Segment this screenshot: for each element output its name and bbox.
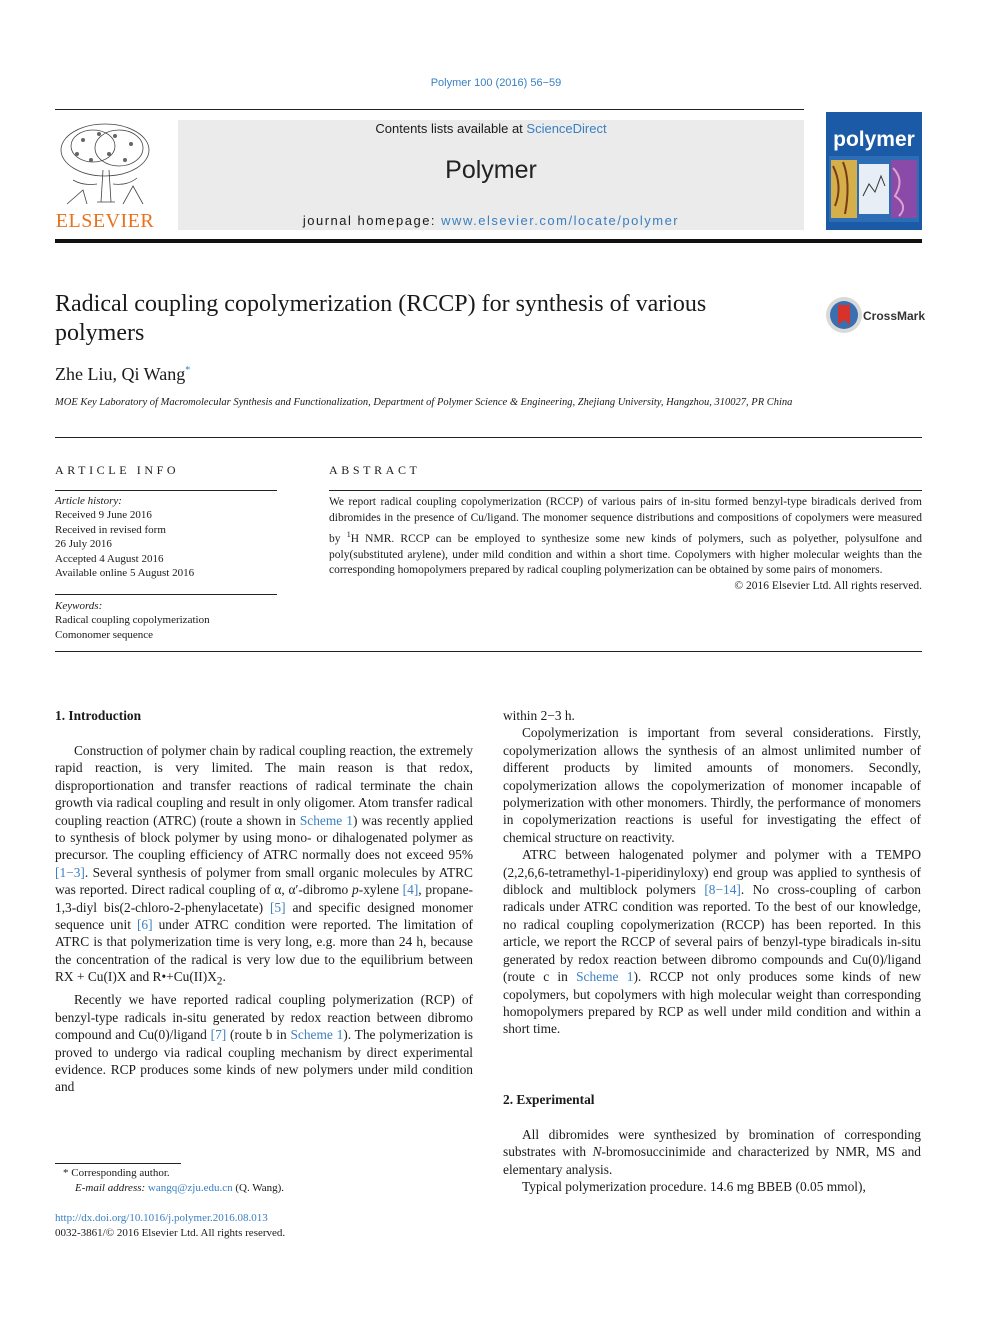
scheme-1-link[interactable]: Scheme 1 (299, 812, 353, 828)
article-history (55, 494, 277, 580)
text: . (222, 969, 226, 985)
header-top-rule (55, 109, 804, 110)
corresponding-author-footnote (55, 1166, 473, 1197)
history-item: Accepted 4 August 2016 (55, 552, 164, 565)
text: ATRC between halogenated polymer and polymer with a TEMPO (2,2,6,6-tetramethyl-1-piperidinyloxy) end group was applied to synthesis of diblock and multiblock polymers (503, 847, 921, 898)
text: under ATRC condition were reported. The limitation of ATRC is that polymerization time is very long, e.g. more than 24 h, because the concentration of the radical is very low due to the equilibrium between RX + Cu(I)X and R•+Cu(II)X (55, 917, 473, 985)
paragraph: Copolymerization is important from several considerations. Firstly, copolymerization allows the synthesis of an almost unlimited number of different products by limited amounts of monomers. Secondly, copolymerization allows the copolymerization of monomer incapable of polymerization with other monomers. Thirdly, the performance of monomers in copolymerization reactions is useful for investigating the effect of chemical structure on reactivity. (503, 725, 921, 845)
text: , propane-1,3-diyl bis(2-chloro-2-phenylacetate) (55, 882, 474, 915)
author-email-link[interactable]: wangq@zju.edu.cn (147, 1182, 233, 1195)
abstract-rule (329, 490, 922, 491)
header-thick-rule (55, 239, 922, 243)
crossmark-icon (824, 295, 864, 335)
nmr-superscript: 1 (346, 529, 351, 539)
section-heading-experimental: 2. Experimental (503, 1092, 595, 1107)
crossmark-label[interactable]: CrossMark (863, 309, 926, 323)
text: -bromosuccinimide and characterized by NMR, MS and elementary analysis. (503, 1144, 921, 1177)
abstract-heading: ABSTRACT (329, 463, 421, 477)
keywords-label: Keywords: (55, 600, 103, 612)
keyword-item: Comonomer sequence (55, 628, 154, 641)
text: . Several synthesis of polymer from small organic molecules by ATRC was reported. Direct radical coupling of α, α′-dibromo (55, 864, 473, 898)
journal-name: Polymer (445, 156, 537, 184)
text: -xylene (358, 882, 403, 898)
paragraph: Typical polymerization procedure. 14.6 mg BBEB (0.05 mmol), (522, 1179, 866, 1195)
cover-artwork (829, 156, 919, 222)
body-column-right (503, 707, 921, 1038)
author-list (55, 364, 190, 385)
body-column-left (55, 742, 473, 1096)
abstract-copyright: © 2016 Elsevier Ltd. All rights reserved. (734, 580, 922, 593)
citation-link[interactable]: [7] (210, 1027, 227, 1043)
paragraph (55, 991, 473, 1095)
journal-homepage-line (178, 213, 804, 228)
keyword-item: Radical coupling copolymerization (55, 614, 210, 627)
issn-copyright-line: 0032-3861/© 2016 Elsevier Ltd. All rights reserved. (55, 1227, 286, 1239)
email-label: E-mail address: (75, 1182, 148, 1195)
paragraph (503, 1126, 921, 1178)
front-matter-rule (55, 651, 922, 652)
sciencedirect-link[interactable]: ScienceDirect (526, 121, 607, 136)
homepage-link[interactable]: www.elsevier.com/locate/polymer (441, 213, 680, 228)
text-italic: N (592, 1144, 602, 1160)
history-item: 26 July 2016 (55, 538, 112, 551)
abstract-part: H NMR. RCCP can be employed to synthesize some new kinds of polymers, such as polyether, polysulfone and poly(substituted arylene), under mild condition and within a short time. Copolymers with higher molecular weights than the corresponding homopolymers prepared by radical coupling polymerization can be obtained by some pairs of monomers. (329, 532, 923, 577)
scheme-1-link[interactable]: Scheme 1 (576, 969, 634, 985)
author-affiliation: MOE Key Laboratory of Macromolecular Synthesis and Functionalization, Department of Polymer Science & Engineering, Zhejiang University, Hangzhou, 310027, PR China (55, 397, 793, 408)
article-info-rule (55, 490, 277, 491)
paragraph (503, 846, 921, 1037)
history-label: Article history: (55, 495, 122, 507)
authors-names: Zhe Liu, Qi Wang (55, 364, 186, 384)
abstract-text (329, 495, 922, 595)
contents-prefix: Contents lists available at (375, 121, 527, 136)
homepage-prefix: journal homepage: (302, 213, 442, 228)
citation-link[interactable]: [1−3] (55, 864, 85, 880)
body-column-right-lower (503, 1126, 921, 1196)
text: ). RCCP not only produces some kinds of new copolymers, but copolymers with high molecular weight than corresponding homopolymers prepared by RCP as well under mild condition and within a short time. (503, 969, 922, 1037)
section-heading-introduction: 1. Introduction (55, 708, 142, 723)
history-item: Received in revised form (55, 523, 166, 536)
contents-lists-line (178, 121, 804, 136)
paragraph-continuation: within 2−3 h. (503, 708, 575, 723)
elsevier-wordmark[interactable]: ELSEVIER (55, 210, 155, 232)
text: Construction of polymer chain by radical coupling reaction, the extremely rapid reaction, is very limited. The main reason is that redox, disproportionation and transfer reactions of radical terminate the chain growth via radical coupling and result in only oligomer. Atom transfer radical coupling reaction (ATRC) (route a shown in (55, 743, 473, 828)
corresponding-author-label: Corresponding author. (71, 1167, 170, 1179)
footnote-rule (55, 1163, 181, 1164)
journal-citation[interactable]: Polymer 100 (2016) 56−59 (430, 77, 562, 89)
article-info-heading: ARTICLE INFO (55, 463, 180, 477)
text: . No cross-coupling of carbon radicals under ATRC condition was reported. To the best of our knowledge, no radical coupling copolymerization (RCCP) has been reported. In this article, we report the RCCP of several pairs of benzyl-type biradicals in-situ generated by redox reaction between dibromo compounds and Cu(0)/ligand (route c in (503, 882, 921, 985)
footnote-mark: * (63, 1167, 69, 1179)
citation-link[interactable]: [5] (269, 899, 286, 915)
cover-title: polymer (833, 128, 915, 151)
text-italic: p (352, 882, 359, 898)
text: All dibromides were synthesized by bromination of corresponding substrates with (503, 1127, 921, 1160)
scheme-1-link[interactable]: Scheme 1 (290, 1027, 344, 1043)
citation-link[interactable]: [4] (402, 882, 419, 898)
text: and specific designed monomer sequence unit (55, 899, 473, 933)
keywords-rule (55, 594, 277, 595)
text: Recently we have reported radical coupling polymerization (RCP) of benzyl-type radicals in-situ generated by redox reaction between dibromo compound and Cu(0)/ligand (55, 992, 473, 1043)
history-item: Received 9 June 2016 (55, 509, 152, 522)
citation-link[interactable]: [6] (136, 917, 153, 933)
abstract-part: We report radical coupling copolymerization (RCCP) of various pairs of in-situ formed benzyl-type biradicals derived from dibromides in the presence of Cu/ligand. The monomer sequence distributions and compositions of copolymers were measured by (329, 496, 922, 545)
paragraph (55, 742, 473, 991)
doi-link[interactable]: http://dx.doi.org/10.1016/j.polymer.2016.08.013 (55, 1212, 268, 1224)
affiliation-rule (55, 437, 922, 438)
subscript: 2 (216, 975, 223, 988)
text: ) was recently applied to synthesis of block polymer by using mono- or dihalogenated polymer as precursor. The coupling efficiency of ATRC normally does not exceed 95% (55, 812, 473, 863)
text: ). The polymerization is proved to undergo via radical coupling mechanism by direct experimental evidence. RCP produces some kinds of new polymers under mild condition and (55, 1027, 473, 1095)
corresponding-author-mark[interactable]: * (185, 365, 191, 376)
journal-cover-thumbnail[interactable] (826, 112, 922, 230)
citation-link[interactable]: [8−14] (704, 882, 741, 898)
keywords-block (55, 599, 277, 642)
text: (route b in (226, 1027, 291, 1043)
article-title: Radical coupling copolymerization (RCCP) for synthesis of various polymers (55, 291, 707, 346)
email-suffix: (Q. Wang). (232, 1182, 285, 1195)
history-item: Available online 5 August 2016 (55, 567, 195, 580)
